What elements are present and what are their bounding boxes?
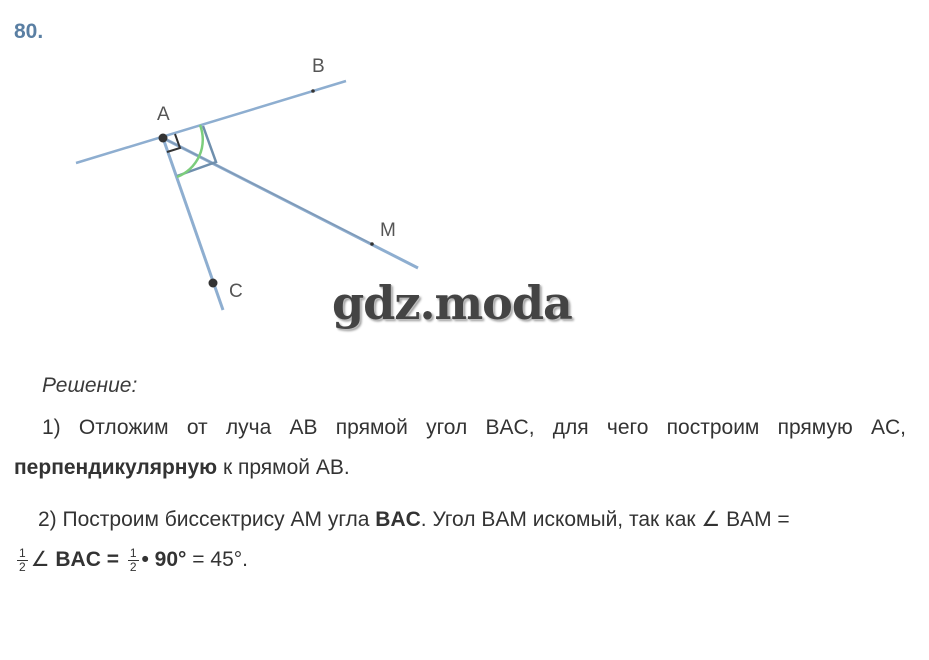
solution-title: Решение:: [42, 374, 138, 397]
point-b: [311, 89, 315, 93]
fraction-one-half: $\frac{1}{2}$: [19, 545, 26, 574]
point-c: [209, 279, 218, 288]
label-m: M: [380, 220, 396, 241]
step1-line1: 1) Отложим от луча AB прямой угол BAC, для чего построим прямую AC,: [42, 416, 906, 439]
step2-line1: 2) Построим биссектрису AM угла BAC. Угол BAM искомый, так как ∠ BAM =: [38, 508, 790, 531]
solution-step-2: 2) Построим биссектрису AM угла BAC. Угол BAM искомый, так как ∠ BAM = $\frac{1}{2}$ ∠ BAC = $\frac{1}{2}$ • 90° = 45°.: [14, 500, 906, 580]
label-c: C: [229, 281, 243, 302]
point-m: [370, 242, 374, 246]
label-a: A: [157, 104, 170, 125]
watermark-logo: gdz.moda: [332, 276, 572, 330]
fraction-one-half-2: $\frac{1}{2}$: [129, 545, 137, 574]
step1-tail: к прямой AB.: [217, 456, 350, 479]
solution-step-1: [14, 408, 906, 488]
right-angle-mark-outer: [177, 126, 216, 176]
problem-number: 80.: [14, 20, 44, 43]
point-a: [159, 134, 168, 143]
step1-bold: перпендикулярную: [14, 456, 218, 479]
label-b: B: [312, 56, 325, 77]
